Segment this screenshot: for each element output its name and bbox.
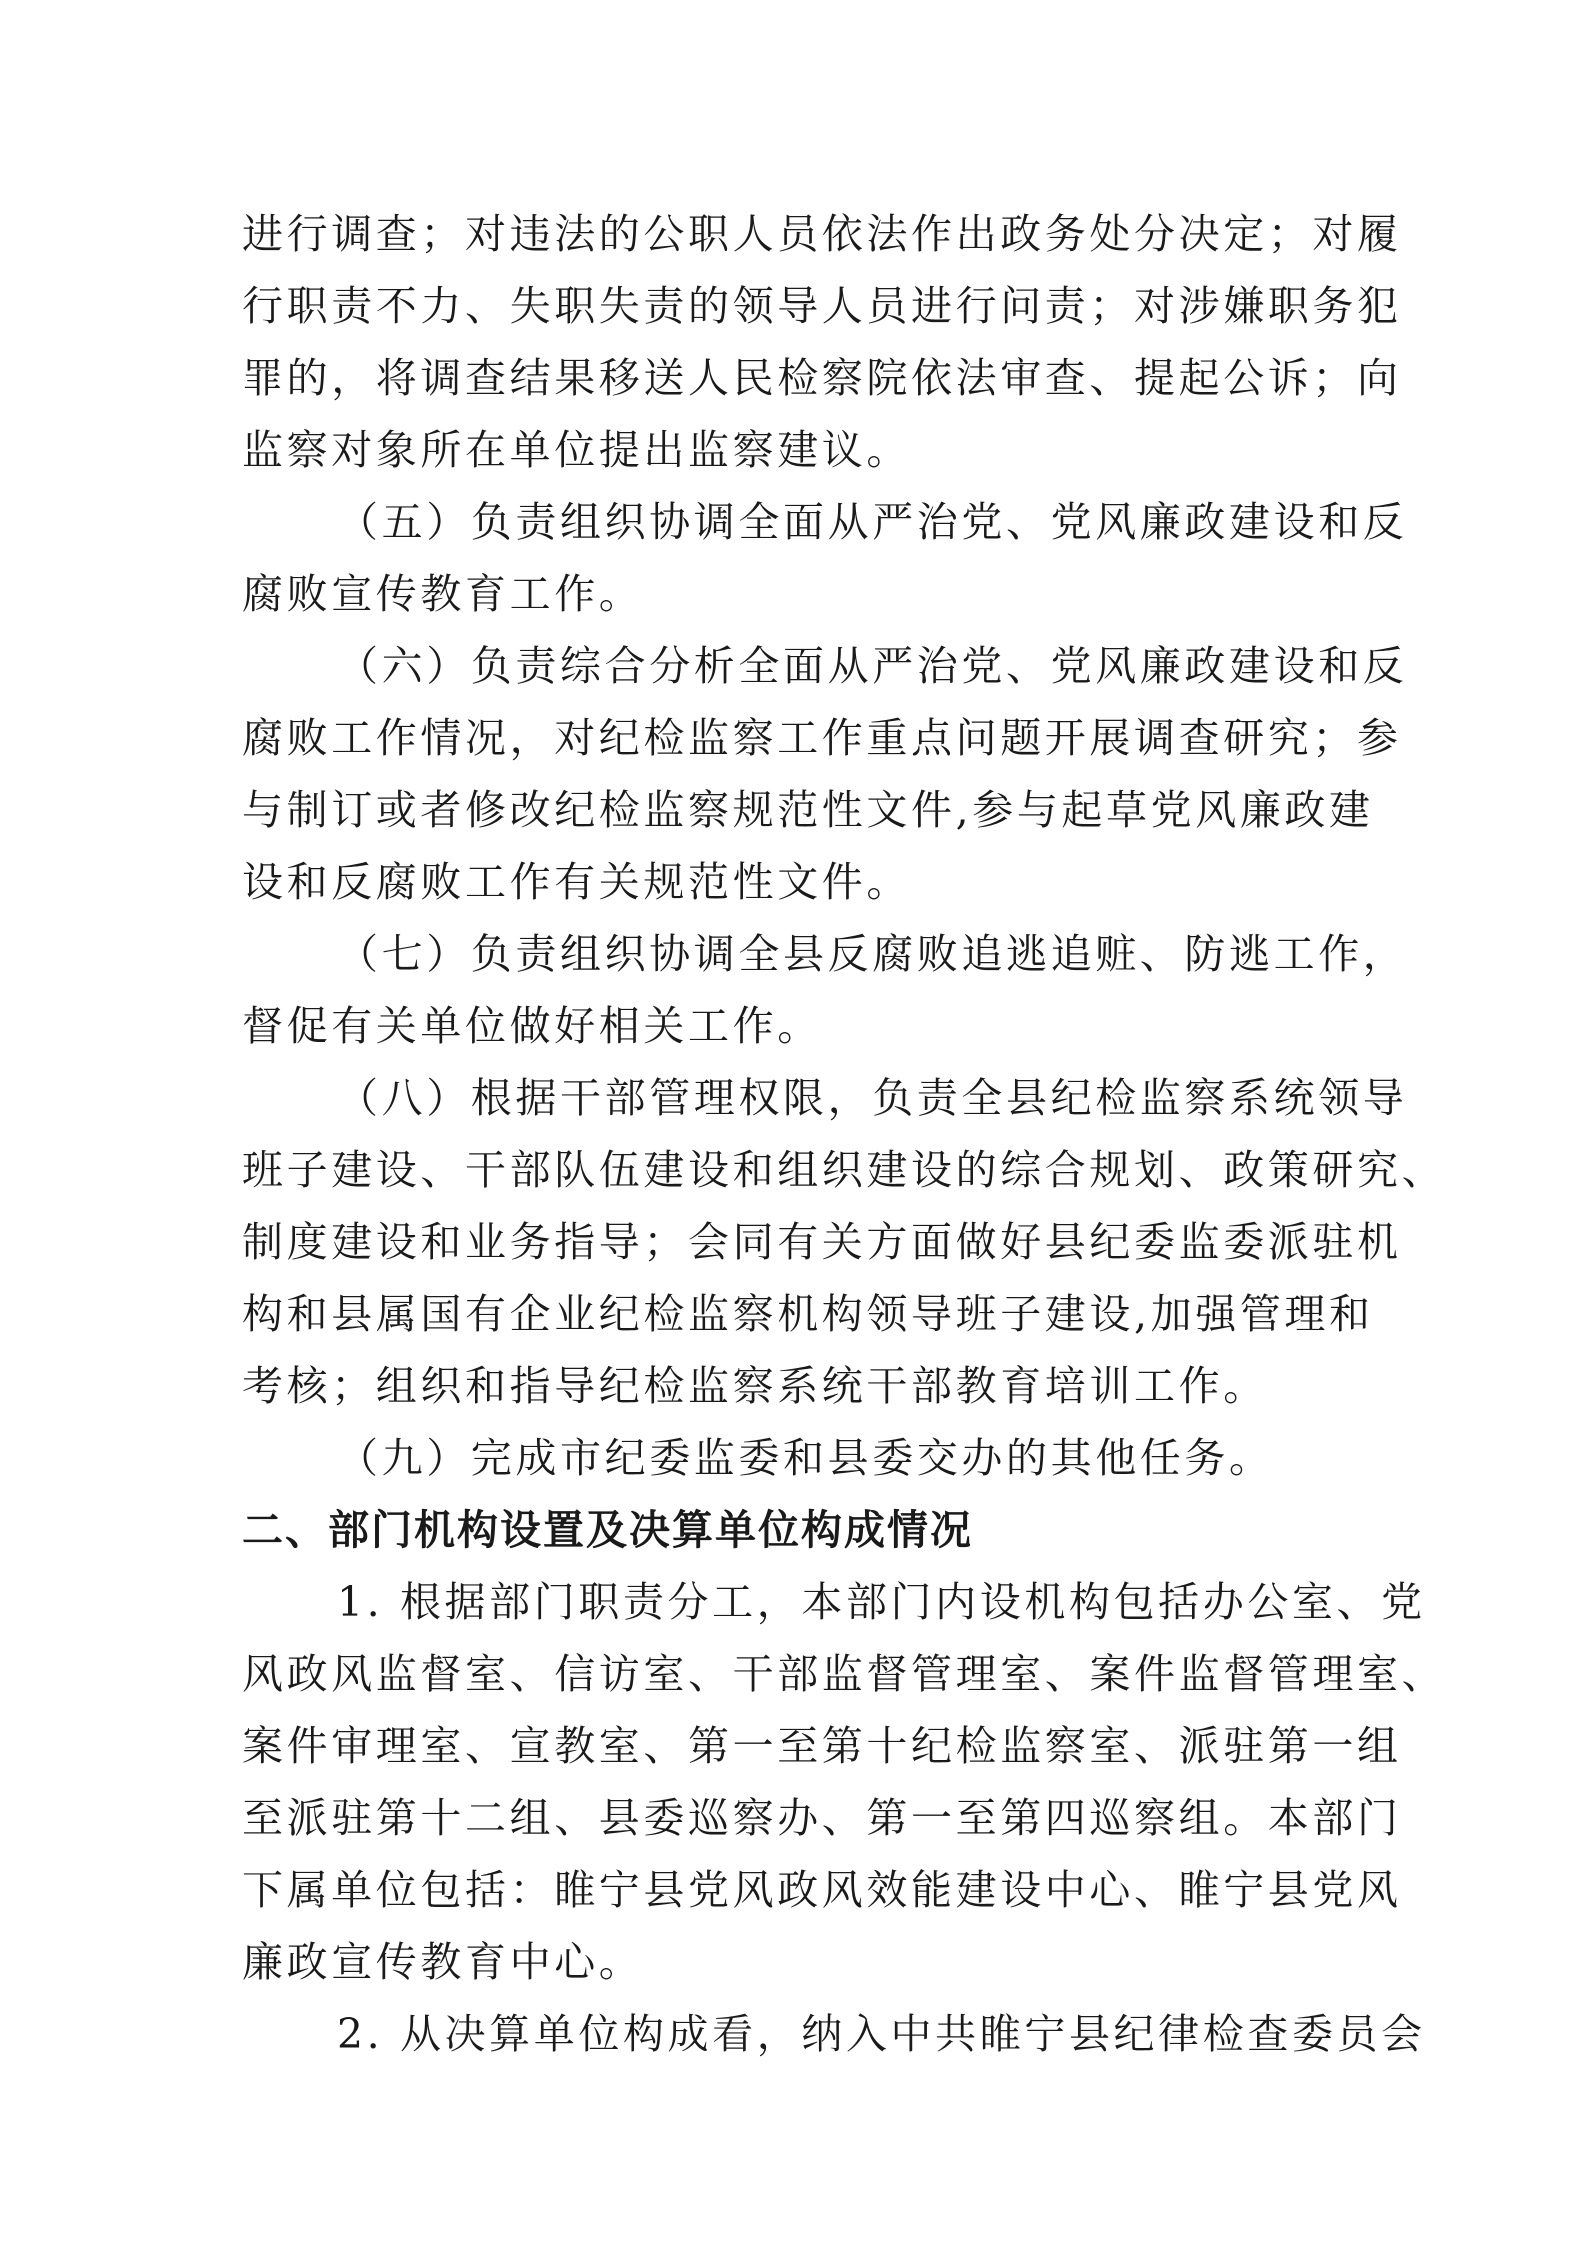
- text-line: 构和县属国有企业纪检监察机构领导班子建设,加强管理和: [242, 1290, 1374, 1338]
- text-line: 督促有关单位做好相关工作。: [242, 1002, 822, 1050]
- text-line: 腐败宣传教育工作。: [242, 570, 644, 618]
- text-line: 风政风监督室、信访室、干部监督管理室、案件监督管理室、: [242, 1650, 1447, 1698]
- text-line: （七）负责组织协调全县反腐败追逃追赃、防逃工作，: [337, 930, 1408, 978]
- text-line: （六）负责综合分析全面从严治党、党风廉政建设和反: [337, 642, 1408, 690]
- text-line: 案件审理室、宣教室、第一至第十纪检监察室、派驻第一组: [242, 1722, 1402, 1770]
- text-line: 至派驻第十二组、县委巡察办、第一至第四巡察组。本部门: [242, 1794, 1402, 1842]
- text-line: 腐败工作情况，对纪检监察工作重点问题开展调查研究；参: [242, 714, 1402, 762]
- text-line: 行职责不力、失职失责的领导人员进行问责；对涉嫌职务犯: [242, 282, 1402, 330]
- text-line: 进行调查；对违法的公职人员依法作出政务处分决定；对履: [242, 210, 1402, 258]
- text-line: 考核；组织和指导纪检监察系统干部教育培训工作。: [242, 1362, 1268, 1410]
- text-line: 2. 从决算单位构成看，纳入中共睢宁县纪律检查委员会: [337, 2010, 1426, 2058]
- text-line: 监察对象所在单位提出监察建议。: [242, 426, 911, 474]
- text-line: 罪的，将调查结果移送人民检察院依法审查、提起公诉；向: [242, 354, 1402, 402]
- text-line: 下属单位包括：睢宁县党风政风效能建设中心、睢宁县党风: [242, 1866, 1402, 1914]
- text-line: 廉政宣传教育中心。: [242, 1938, 644, 1986]
- document-page: [242, 198, 1447, 2070]
- text-line: （八）根据干部管理权限，负责全县纪检监察系统领导: [337, 1074, 1408, 1122]
- text-line: 制度建设和业务指导；会同有关方面做好县纪委监委派驻机: [242, 1218, 1402, 1266]
- text-line: 1. 根据部门职责分工，本部门内设机构包括办公室、党: [337, 1578, 1426, 1626]
- text-line: 设和反腐败工作有关规范性文件。: [242, 858, 911, 906]
- text-line: （九）完成市纪委监委和县委交办的其他任务。: [337, 1434, 1274, 1482]
- text-line: （五）负责组织协调全面从严治党、党风廉政建设和反: [337, 498, 1408, 546]
- text-line: 与制订或者修改纪检监察规范性文件,参与起草党风廉政建: [242, 786, 1374, 834]
- text-line: 班子建设、干部队伍建设和组织建设的综合规划、政策研究、: [242, 1146, 1447, 1194]
- section-heading: 二、部门机构设置及决算单位构成情况: [242, 1506, 973, 1554]
